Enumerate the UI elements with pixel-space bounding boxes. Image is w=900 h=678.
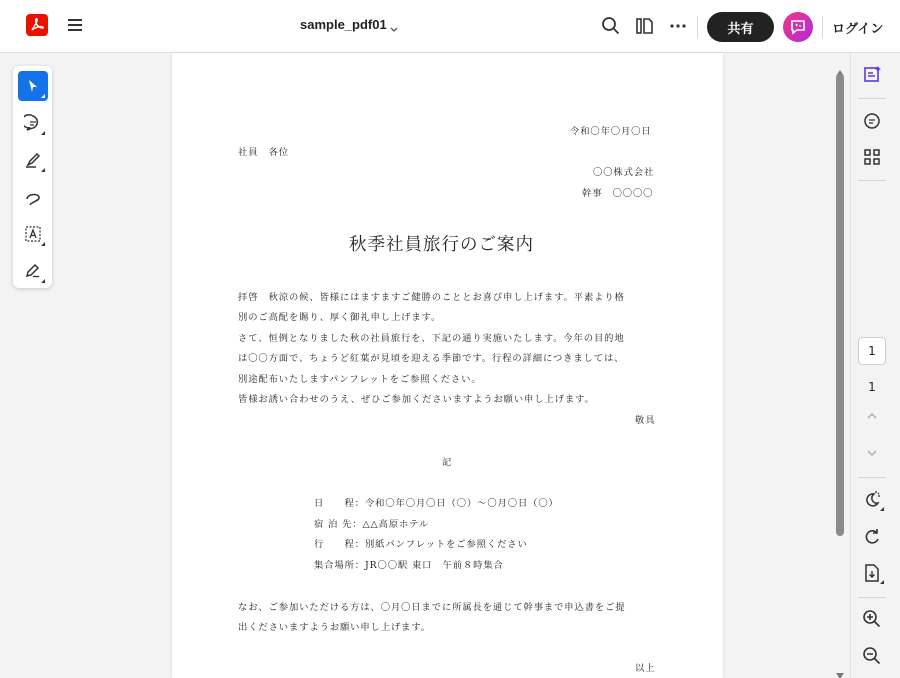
draw-tool-button[interactable] <box>18 182 48 212</box>
footer-line: なお、ご参加いただける方は、〇月〇日までに所属長を通じて幹事まで申込書をご提 <box>238 602 626 613</box>
pen-sign-icon <box>24 262 42 280</box>
next-page-chevron-down-icon[interactable] <box>861 442 883 464</box>
freehand-draw-icon <box>24 188 42 206</box>
letter-company: 〇〇株式会社 <box>593 167 655 178</box>
pdf-page <box>172 53 723 678</box>
rail-divider <box>858 597 886 598</box>
dropdown-corner <box>880 580 884 584</box>
zoom-in-icon[interactable] <box>861 608 883 630</box>
total-pages: 1 <box>868 380 876 394</box>
comment-icon <box>24 114 42 132</box>
add-comment-button[interactable] <box>18 108 48 138</box>
toolbar-divider <box>822 16 823 38</box>
scrollbar-thumb[interactable] <box>836 74 844 536</box>
body-line: 皆様お誘い合わせのうえ、ぜひご参加くださいますようお願い申し上げます。 <box>238 394 595 405</box>
detail-line: 行 程：別紙パンフレットをご参照ください <box>314 539 528 550</box>
top-bar <box>0 0 900 53</box>
rail-divider <box>858 98 886 99</box>
acrobat-logo-icon[interactable] <box>26 14 48 36</box>
current-page-input[interactable]: 1 <box>858 337 886 365</box>
detail-line: 集合場所：JR〇〇駅 東口 午前８時集合 <box>314 560 504 571</box>
previous-page-chevron-up-icon[interactable] <box>861 405 883 427</box>
text-recognition-button[interactable] <box>18 219 48 249</box>
comments-panel-icon[interactable] <box>861 110 883 132</box>
toolbar-divider <box>697 16 698 38</box>
detail-line: 日 程：令和〇年〇月〇日（〇）～〇月〇日（〇） <box>314 498 559 509</box>
body-line: は〇〇方面で、ちょうど紅葉が見頃を迎える季節です。行程の詳細につきましては、 <box>238 353 625 364</box>
body-line: 別のご高配を賜り、厚く御礼申し上げます。 <box>238 312 442 323</box>
hamburger-menu-icon[interactable] <box>66 16 84 34</box>
closing-keigu: 敬具 <box>635 415 656 426</box>
text-select-icon <box>24 225 42 243</box>
letter-title: 秋季社員旅行のご案内 <box>349 235 534 255</box>
chevron-down-icon[interactable] <box>389 20 399 30</box>
ki-heading: 記 <box>442 457 453 468</box>
cursor-arrow-icon <box>25 78 41 94</box>
scroll-up-arrow-icon[interactable] <box>836 61 844 67</box>
detail-line: 宿 泊 先：△△高原ホテル <box>314 519 430 530</box>
page-thumbnails-icon[interactable] <box>635 16 655 36</box>
dropdown-corner <box>880 507 884 511</box>
ai-assistant-icon[interactable] <box>783 12 813 42</box>
sign-tool-button[interactable] <box>18 256 48 286</box>
footer-line: 出くださいますようお願い申し上げます。 <box>238 622 431 633</box>
rail-divider <box>858 180 886 181</box>
left-toolbar <box>13 66 52 288</box>
letter-recipient: 社員 各位 <box>238 147 289 158</box>
rail-divider <box>858 477 886 478</box>
login-link[interactable]: ログイン <box>832 22 884 37</box>
letter-date: 令和〇年〇月〇日 <box>570 126 652 137</box>
body-line: さて、恒例となりました秋の社員旅行を、下記の通り実施いたします。今年の目的地 <box>238 333 625 344</box>
body-line: 別途配布いたしますパンフレットをご参照ください。 <box>238 374 482 385</box>
letter-organizer: 幹事 〇〇〇〇 <box>582 188 654 199</box>
search-icon[interactable] <box>601 16 621 36</box>
zoom-out-icon[interactable] <box>861 645 883 667</box>
ai-assistant-panel-icon[interactable] <box>861 63 883 85</box>
organize-pages-icon[interactable] <box>861 146 883 168</box>
highlighter-icon <box>24 151 42 169</box>
select-tool-button[interactable] <box>18 71 48 101</box>
more-options-icon[interactable] <box>668 16 688 36</box>
document-title[interactable]: sample_pdf01 <box>300 17 387 32</box>
rotate-icon[interactable] <box>861 526 883 548</box>
body-line: 拝啓 秋涼の候、皆様にはますますご健勝のこととお喜び申し上げます。平素より格 <box>238 292 625 303</box>
scroll-down-arrow-icon[interactable] <box>836 664 844 670</box>
highlight-tool-button[interactable] <box>18 145 48 175</box>
closing-ijou: 以上 <box>635 663 656 674</box>
share-button[interactable]: 共有 <box>707 12 774 42</box>
